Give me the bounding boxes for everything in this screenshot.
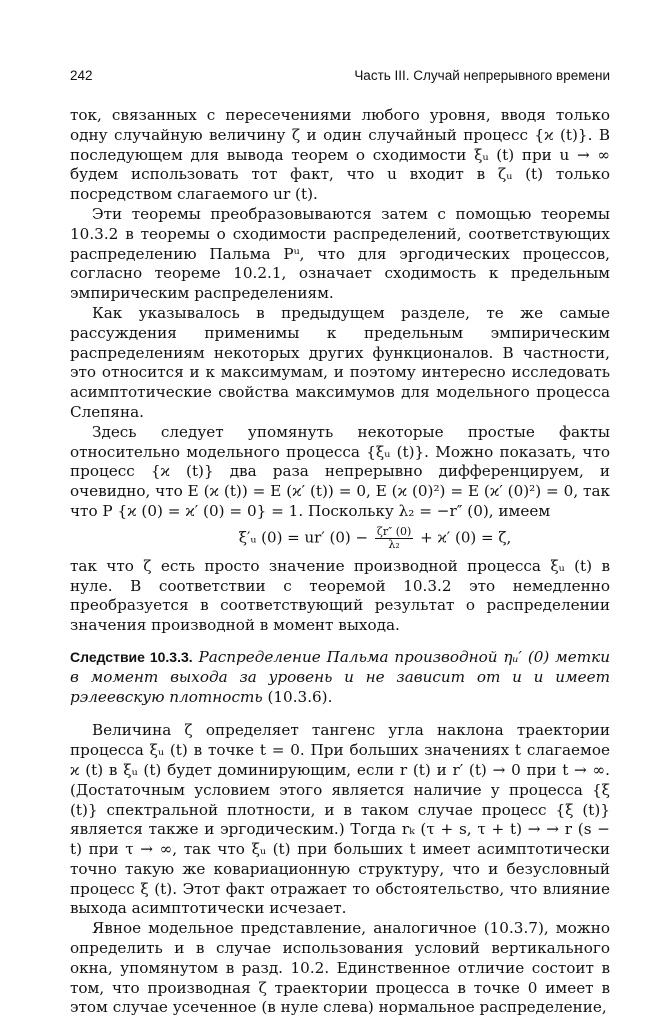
corollary-label: Следствие 10.3.3. — [70, 648, 193, 665]
page-header — [70, 68, 610, 90]
paragraph-5: так что ζ есть просто значение производной процесса ξᵤ (t) в нуле. В соответствии с теоремой 10.3.2 это немедленно преобразуется в соответствующий результат о распределении значения производной в момент выхода. — [70, 556, 610, 635]
formula-numerator: ζr″ (0) — [376, 524, 412, 538]
paragraph-1: ток, связанных с пересечениями любого уровня, вводя только одну случайную величину ζ и один случайный процесс {ϰ (t)}. В последующем для вывода теорем о сходимости ξᵤ (t) при u → ∞ будем использовать тот факт, что u входит в ζᵤ (t) только посредством слагаемого ur (t). — [70, 106, 610, 204]
paragraph-4: Здесь следует упомянуть некоторые простые факты относительно модельного процесса {ξᵤ (t)}. Можно показать, что процесс {ϰ (t)} два раза непрерывно дифференцируем, и очевидно, что E (ϰ (t)) = E (ϰ′ (t)) = 0, E (ϰ (0)²) = E (ϰ′ (0)²) = 0, так что P {ϰ (0) = ϰ′ (0) = 0} = 1. Поскольку λ₂ = −r″ (0), имеем — [70, 422, 610, 520]
paragraph-7: Явное модельное представление, аналогичное (10.3.7), можно определить и в случае использования условий вертикального окна, упомянутом в разд. 10.2. Единственное отличие состоит в том, что производная ζ траектории процесса в точке 0 имеет в этом случае усеченное (в нуле слева) нормальное распределение, — [70, 919, 610, 1017]
running-head: Часть III. Случай непрерывного времени — [354, 68, 610, 83]
paragraph-6: Величина ζ определяет тангенс угла наклона траектории процесса ξᵤ (t) в точке t = 0. При больших значениях t слагаемое ϰ (t) в ξᵤ (t) будет доминирующим, если r (t) и r′ (t) → 0 при t → ∞. (Достаточным условием этого является наличие у процесса {ξ (t)} спектральной плотности, и в таком случае процесс {ξ (t)} является также и эргодическим.) Тогда rₖ (τ + s, τ + t) → → r (s − t) при τ → ∞, так что ξᵤ (t) при больших t имеет асимптотически точно такую же ковариационную структуру, что и безусловный процесс ξ (t). Этот факт отражает то обстоятельство, что влияние выхода асимптотически исчезает. — [70, 721, 610, 918]
page-body — [70, 106, 610, 1018]
corollary — [70, 648, 610, 707]
formula-denominator: λ₂ — [388, 537, 400, 551]
paragraph-3: Как указывалось в предыдущем разделе, те же самые рассуждения применимы к предельным эмпирическим распределениям некоторых других функционалов. В частности, это относится и к максимумам, и поэтому интересно исследовать асимптотические свойства максимумов для модельного процесса Слепяна. — [70, 303, 610, 421]
corollary-reference: (10.3.6). — [267, 687, 333, 706]
formula-left: ξ′ᵤ (0) = ur′ (0) − — [238, 528, 369, 547]
paragraph-2: Эти теоремы преобразовываются затем с помощью теоремы 10.3.2 в теоремы о сходимости распределений, соответствующих распределению Пальма Pᵘ, что для эргодических процессов, согласно теореме 10.2.1, означает сходимость к предельным эмпирическим распределениям. — [70, 204, 610, 303]
formula-right: + ϰ′ (0) = ζ, — [420, 528, 512, 547]
page-number: 242 — [70, 68, 93, 83]
corollary-statement: Распределение Пальма производной ηᵤ′ (0) метки в момент выхода за уровень и не зависит от и и имеет рэлеевскую плотность — [70, 647, 611, 706]
display-formula — [70, 526, 610, 551]
formula-fraction — [375, 526, 413, 551]
